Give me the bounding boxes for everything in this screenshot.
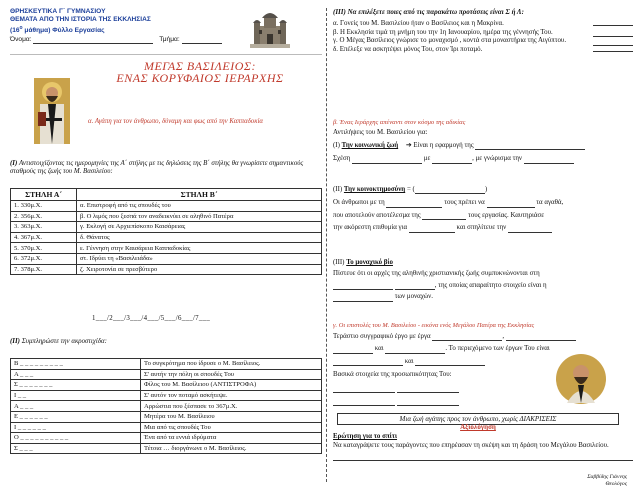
section-label: Τμήμα: — [159, 36, 180, 44]
saint-basil-icon — [34, 78, 70, 144]
table-row: 2. 356μ.Χ. β. Ο λιμός που ξεσπά τον αναδεικνύει σε αληθινό Πατέρα — [11, 211, 322, 222]
church-image — [250, 8, 290, 48]
table-row: Β _ _ _ _ _ _ _ _ _ Το συγκρότημα που ίδρυσε ο Μ. Βασίλειος. — [11, 359, 322, 370]
section-a-heading: α. Αγάπη για τον άνθρωπο, δύναμη και φως από την Καππαδοκία — [88, 118, 263, 125]
exercise2-prompt: (II) Συμπληρώστε την ακροστιχίδα: — [10, 338, 107, 345]
header-topic: ΘΕΜΑΤΑ ΑΠΟ ΤΗΝ ΙΣΤΟΡΙΑ ΤΗΣ ΕΚΚΛΗΣΙΑΣ — [10, 16, 151, 23]
table-row: Ι _ _ _ _ _ _ Μια από τις σπουδές Του — [11, 422, 322, 433]
motto-banner: Μια ζωή αγάπης προς τον άνθρωπο, χωρίς ΔΙΑΚΡΙΣΕΙΣ — [337, 413, 619, 425]
table-row: 1. 330μ.Χ. α. Επιστροφή από τις σπουδές του — [11, 201, 322, 212]
section-b-lead: Αντιλήψεις του Μ. Βασιλείου για: — [333, 129, 428, 136]
answer-field[interactable] — [333, 284, 393, 290]
matching-table — [10, 188, 322, 275]
concept-common-ownership: (II) Την κοινοκτημοσύνη = ( ) Οι άνθρωποι με τη τους πρέπει να τα αγαθά, που αποτελούν αποτέλεσμα της τους εργασίας. Καυτηριάσε την ακόρεστη επιθυμία για και σπηλίτευε την — [333, 186, 564, 232]
answer-field[interactable] — [395, 284, 435, 290]
saint-basil-medallion — [555, 353, 607, 405]
exercise1-prompt: (I) Αντιστοιχίζοντας τις ημερομηνίες της Α΄ στήλης με τις δηλώσεις της Β΄ στήλης θα γνωρίσετε σημαντικούς σταθμούς της ζωής του Μ. Βασιλείου: — [10, 160, 304, 176]
header-course: ΘΡΗΣΚΕΥΤΙΚΑ Γ΄ ΓΥΜΝΑΣΙΟΥ — [10, 8, 106, 15]
column-divider — [326, 8, 327, 482]
section-c-heading: γ. Οι επιστολές του Μ. Βασιλείου - εικόνα ενός Μεγάλου Πατέρα της Εκκλησίας — [333, 322, 535, 329]
table-row: Ι _ _ Σ' αυτόν τον ποταμό ασκήτεψε. — [11, 390, 322, 401]
name-field[interactable] — [33, 38, 153, 44]
answer-field[interactable] — [593, 46, 633, 52]
answer-field[interactable] — [333, 387, 395, 393]
evaluation-heading: Αξιολόγηση — [460, 423, 496, 431]
list-item: γ. Ο Μέγας Βασίλειος γνώρισε το μοναχισμό , κοντά στα μοναστήρια της Αιγύπτου. — [333, 37, 633, 45]
answer-field[interactable] — [409, 227, 455, 233]
acrostic-table — [10, 358, 322, 454]
table-row: 5. 370μ.Χ. ε. Γέννηση στην Καισάρεια Καππαδοκίας — [11, 243, 322, 254]
answer-field[interactable] — [333, 348, 373, 354]
answer-line[interactable] — [333, 460, 633, 461]
table-row: Ε _ _ _ _ _ _ Μητέρα του Μ. Βασίλειου — [11, 411, 322, 422]
table-row: 4. 367μ.Χ. δ. Θάνατος — [11, 232, 322, 243]
exercise3-list — [333, 20, 633, 54]
table-row: Σ _ _ _ Τέτοια … διοργάνωνε ο Μ. Βασίλειος. — [11, 443, 322, 454]
left-column — [10, 8, 322, 453]
matching-answer-line[interactable]: 1___/2___/3___/4___/5___/6___/7___ — [92, 315, 211, 322]
table-row: Α _ _ _ Αρρώστια που ξέσπασε το 367μ.Χ. — [11, 401, 322, 412]
col-b-header: ΣΤΗΛΗ Β΄ — [77, 189, 322, 201]
answer-field[interactable] — [386, 202, 442, 208]
page-title-line2: ΕΝΑΣ ΚΟΡΥΦΑΙΟΣ ΙΕΡΑΡΧΗΣ — [116, 71, 284, 85]
answer-field[interactable] — [352, 158, 422, 164]
table-row: 3. 363μ.Χ. γ. Εκλογή σε Αρχιεπίσκοπο Καισάρειας — [11, 222, 322, 233]
list-item: δ. Επέλεξε να ασκητέψει μόνος Του, στον Ίρι ποταμό. — [333, 46, 633, 54]
answer-field[interactable] — [593, 20, 633, 26]
section-field[interactable] — [182, 38, 222, 44]
page-title-line1: ΜΕΓΑΣ ΒΑΣΙΛΕΙΟΣ: — [143, 59, 257, 73]
list-item: β. Η Εκκλησία τιμά τη μνήμη του την 1η Ιανουαρίου, ημέρα της γέννησής Του. — [333, 29, 633, 37]
answer-field[interactable] — [397, 387, 459, 393]
author-signature: Σαββίδης Γιάννης Θεολόγος — [587, 474, 627, 487]
answer-field[interactable] — [487, 202, 535, 208]
header-lesson: ($16^o$ μάθημα) Φύλλο Εργασίας — [10, 25, 105, 35]
answer-field[interactable] — [506, 335, 576, 341]
concept-monastic-life: (III) Το μοναχικό βίο Πίστευε ότι οι αρχές της αληθινής χριστιανικής ζωής συμπυκνώνονται στη , της οποίας απαραίτητο στοιχείο είναι η των μοναχών. — [333, 259, 547, 301]
answer-field[interactable] — [385, 348, 445, 354]
answer-field[interactable] — [593, 31, 633, 37]
table-row: Σ _ _ _ _ _ _ _ Φίλος του Μ. Βασίλειου (ΑΝΤΙΣΤΡΟΦΑ) — [11, 380, 322, 391]
answer-field[interactable] — [422, 214, 466, 220]
section-b-heading: β. Ένας Ιεράρχης απέναντι στον κόσμο της αδικίας — [333, 119, 466, 126]
answer-field[interactable] — [415, 360, 485, 366]
answer-field[interactable] — [333, 360, 403, 366]
answer-field[interactable] — [333, 400, 395, 406]
exercise3-prompt: (III) Να επιλέξετε ποιες από τις παρακάτω προτάσεις είναι Σ ή Λ: — [333, 8, 524, 16]
answer-field[interactable] — [475, 144, 585, 150]
answer-field[interactable] — [432, 335, 502, 341]
answer-field[interactable] — [333, 296, 393, 302]
section-c-body: Τεράστιο συγγραφικό έργο με έργα , και . Το περιεχόμενο των έργων Του είναι και Βασικά στοιχεία της προσωπικότητας Του: — [333, 333, 633, 406]
right-column — [333, 8, 633, 487]
table-row: Ο _ _ _ _ _ _ _ _ _ _ Ένα από τα εννιά ιδρύματα — [11, 433, 322, 444]
col-a-header: ΣΤΗΛΗ Α΄ — [11, 189, 77, 201]
name-label: Όνομα: — [10, 36, 32, 44]
answer-field[interactable] — [432, 158, 472, 164]
table-row: 7. 378μ.Χ. ζ. Χειροτονία σε πρεσβύτερο — [11, 264, 322, 275]
home-question-text: Να καταγράψετε τους παράγοντες που επηρέασαν τη σκέψη και τη δράση του Μεγάλου Βασιλείου. — [333, 442, 609, 449]
answer-field[interactable] — [508, 227, 552, 233]
concept-social-life: (I) Την κοινωνική ζωή ➔ Είναι η εφαρμογή της Σχέση με , με γνώρισμα την — [333, 142, 633, 164]
answer-field[interactable] — [524, 158, 574, 164]
table-row: Α _ _ _ Σ' αυτήν την πόλη οι σπουδές Του — [11, 369, 322, 380]
answer-field[interactable] — [415, 188, 485, 194]
home-question-title: Ερώτηση για το σπίτι — [333, 433, 398, 440]
list-item: α. Γονείς του Μ. Βασιλείου ήταν ο Βασίλειος και η Μακρίνα. — [333, 20, 633, 28]
answer-field[interactable] — [397, 400, 459, 406]
table-row: 6. 372μ.Χ. στ. Ιδρύει τη «Βασιλειάδα» — [11, 253, 322, 264]
arrow-icon: ➔ — [405, 142, 412, 149]
